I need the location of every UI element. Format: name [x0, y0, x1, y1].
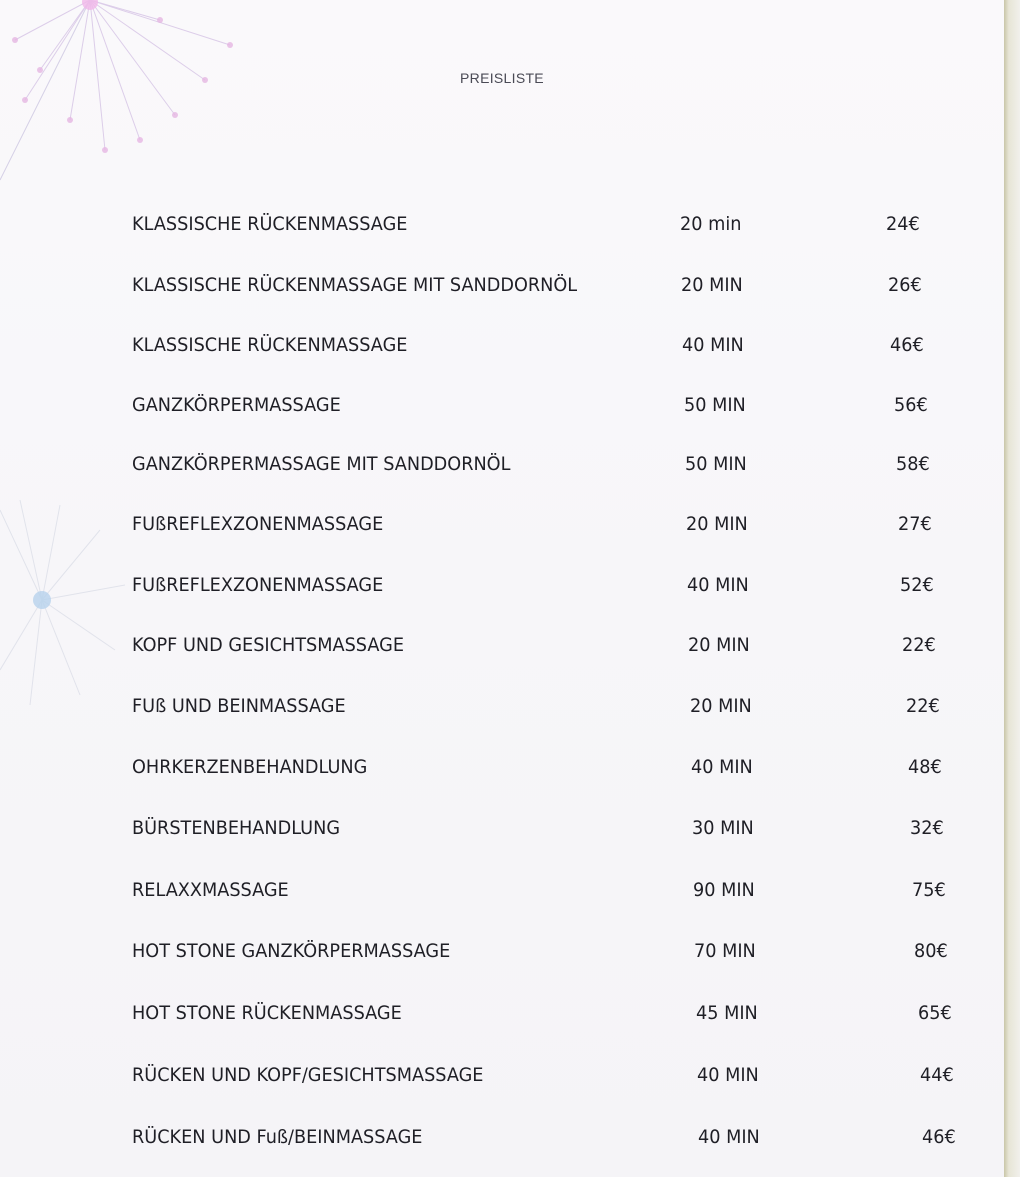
treatment-price: 26€	[888, 274, 922, 296]
price-list-row	[0, 274, 1004, 304]
treatment-duration: 40 MIN	[698, 1126, 760, 1148]
treatment-name: FUßREFLEXZONENMASSAGE	[132, 513, 384, 535]
treatment-price: 52€	[900, 574, 934, 596]
treatment-duration: 20 MIN	[688, 634, 750, 656]
treatment-duration: 30 MIN	[692, 817, 754, 839]
treatment-name: KLASSISCHE RÜCKENMASSAGE	[132, 334, 408, 356]
treatment-duration: 45 MIN	[696, 1002, 758, 1024]
treatment-duration: 70 MIN	[694, 940, 756, 962]
price-list-row	[0, 394, 1004, 424]
treatment-price: 22€	[902, 634, 936, 656]
price-list-row	[0, 634, 1004, 664]
treatment-price: 65€	[918, 1002, 952, 1024]
treatment-price: 80€	[914, 940, 948, 962]
treatment-price: 75€	[912, 879, 946, 901]
price-list-row	[0, 213, 1004, 243]
price-list-row	[0, 817, 1004, 847]
treatment-duration: 40 MIN	[687, 574, 749, 596]
treatment-price: 56€	[894, 394, 928, 416]
treatment-name: FUßREFLEXZONENMASSAGE	[132, 574, 384, 596]
treatment-duration: 50 MIN	[685, 453, 747, 475]
price-list-row	[0, 334, 1004, 364]
treatment-price: 24€	[886, 213, 920, 235]
treatment-price: 27€	[898, 513, 932, 535]
price-list-row	[0, 879, 1004, 909]
treatment-price: 44€	[920, 1064, 954, 1086]
treatment-duration: 40 MIN	[682, 334, 744, 356]
treatment-name: KLASSISCHE RÜCKENMASSAGE MIT SANDDORNÖL	[132, 274, 578, 296]
dandelion-decoration-top-icon	[0, 0, 260, 190]
treatment-name: KLASSISCHE RÜCKENMASSAGE	[132, 213, 408, 235]
price-list-row	[0, 513, 1004, 543]
price-list-row	[0, 453, 1004, 483]
treatment-price: 48€	[908, 756, 942, 778]
treatment-name: HOT STONE RÜCKENMASSAGE	[132, 1002, 402, 1024]
treatment-name: OHRKERZENBEHANDLUNG	[132, 756, 368, 778]
page-edge	[1004, 0, 1020, 1177]
treatment-duration: 50 MIN	[684, 394, 746, 416]
treatment-duration: 20 MIN	[681, 274, 743, 296]
price-list-row	[0, 574, 1004, 604]
price-list-row	[0, 1126, 1004, 1156]
price-list-row	[0, 940, 1004, 970]
price-list-row	[0, 695, 1004, 725]
treatment-name: GANZKÖRPERMASSAGE	[132, 394, 341, 416]
price-list-row	[0, 1064, 1004, 1094]
treatment-name: BÜRSTENBEHANDLUNG	[132, 817, 341, 839]
treatment-duration: 40 MIN	[697, 1064, 759, 1086]
treatment-name: RÜCKEN UND Fuß/BEINMASSAGE	[132, 1126, 423, 1148]
treatment-price: 58€	[896, 453, 930, 475]
treatment-name: HOT STONE GANZKÖRPERMASSAGE	[132, 940, 451, 962]
treatment-price: 46€	[890, 334, 924, 356]
page-title: PREISLISTE	[460, 70, 544, 86]
treatment-duration: 90 MIN	[693, 879, 755, 901]
treatment-name: FUß UND BEINMASSAGE	[132, 695, 346, 717]
treatment-duration: 40 MIN	[691, 756, 753, 778]
treatment-name: RELAXXMASSAGE	[132, 879, 289, 901]
treatment-duration: 20 MIN	[690, 695, 752, 717]
price-list-row	[0, 756, 1004, 786]
treatment-price: 32€	[910, 817, 944, 839]
treatment-price: 22€	[906, 695, 940, 717]
treatment-name: KOPF UND GESICHTSMASSAGE	[132, 634, 404, 656]
treatment-name: GANZKÖRPERMASSAGE MIT SANDDORNÖL	[132, 453, 511, 475]
treatment-price: 46€	[922, 1126, 956, 1148]
treatment-duration: 20 MIN	[686, 513, 748, 535]
treatment-name: RÜCKEN UND KOPF/GESICHTSMASSAGE	[132, 1064, 484, 1086]
treatment-duration: 20 min	[680, 213, 742, 235]
price-list-row	[0, 1002, 1004, 1032]
